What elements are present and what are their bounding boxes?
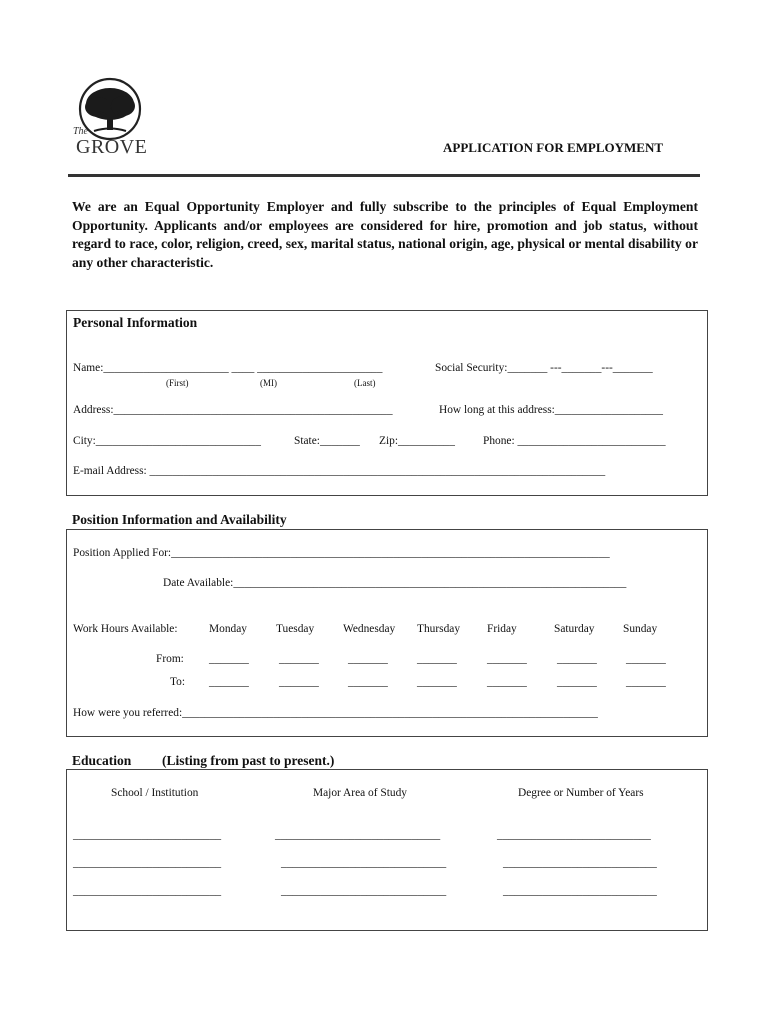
day-saturday: Saturday [554, 623, 595, 635]
email-field[interactable]: E-mail Address: ________________________________________________________________________________ [73, 465, 606, 477]
to-wednesday-field[interactable]: _______ [348, 676, 388, 688]
from-monday-field[interactable]: _______ [209, 653, 249, 665]
col-degree-header: Degree or Number of Years [518, 787, 644, 799]
zip-field[interactable]: Zip:__________ [379, 435, 455, 447]
education-section [66, 769, 708, 931]
page-title: APPLICATION FOR EMPLOYMENT [443, 140, 664, 155]
day-monday: Monday [209, 623, 247, 635]
degree-field-3[interactable]: ___________________________ [503, 885, 657, 897]
first-name-label: (First) [166, 378, 189, 388]
from-sunday-field[interactable]: _______ [626, 653, 666, 665]
to-saturday-field[interactable]: _______ [557, 676, 597, 688]
education-subheading: (Listing from past to present.) [162, 753, 335, 768]
to-label: To: [170, 676, 186, 688]
school-field-2[interactable]: __________________________ [73, 857, 222, 869]
to-monday-field[interactable]: _______ [209, 676, 249, 688]
to-tuesday-field[interactable]: _______ [279, 676, 319, 688]
position-applied-field[interactable]: Position Applied For:_____________________________________________________________________________ [73, 547, 610, 559]
how-long-field[interactable]: How long at this address:___________________ [439, 404, 664, 416]
to-sunday-field[interactable]: _______ [626, 676, 666, 688]
col-school-header: School / Institution [111, 787, 199, 799]
col-major-header: Major Area of Study [313, 787, 407, 799]
day-sunday: Sunday [623, 623, 658, 635]
school-field-3[interactable]: __________________________ [73, 885, 222, 897]
phone-field[interactable]: Phone: __________________________ [483, 435, 666, 447]
name-field[interactable]: Name:______________________ ____ ______________________ [73, 362, 383, 374]
position-info-section [66, 529, 708, 737]
personal-info-section [66, 310, 708, 496]
referred-field[interactable]: How were you referred:_________________________________________________________________________ [73, 707, 598, 719]
date-available-field[interactable]: Date Available:_____________________________________________________________________ [163, 577, 627, 589]
state-field[interactable]: State:_______ [294, 435, 360, 447]
eoe-statement: We are an Equal Opportunity Employer and fully subscribe to the principles of Equal Employment Opportunity. Applicants and/or employees are considered for hire, promotion and job status, without regard to race, color, religion, creed, sex, marital status, national origin, age, physical or mental disability or any other characteristic. [72, 199, 698, 270]
day-tuesday: Tuesday [276, 623, 315, 635]
logo-the-text: The [73, 126, 88, 137]
major-field-1[interactable]: _____________________________ [275, 829, 441, 841]
day-friday: Friday [487, 623, 517, 635]
last-name-label: (Last) [354, 378, 376, 388]
to-thursday-field[interactable]: _______ [417, 676, 457, 688]
degree-field-2[interactable]: ___________________________ [503, 857, 657, 869]
city-field[interactable]: City:_____________________________ [73, 435, 261, 447]
school-field-1[interactable]: __________________________ [73, 829, 222, 841]
day-wednesday: Wednesday [343, 623, 396, 635]
header-rule [68, 174, 700, 177]
degree-field-1[interactable]: ___________________________ [497, 829, 651, 841]
from-wednesday-field[interactable]: _______ [348, 653, 388, 665]
day-thursday: Thursday [417, 623, 461, 635]
from-friday-field[interactable]: _______ [487, 653, 527, 665]
personal-info-heading: Personal Information [73, 315, 198, 330]
ssn-field[interactable]: Social Security:_______ ---_______---_______ [435, 362, 653, 374]
from-saturday-field[interactable]: _______ [557, 653, 597, 665]
major-field-3[interactable]: _____________________________ [281, 885, 447, 897]
address-field[interactable]: Address:_________________________________________________ [73, 404, 393, 416]
education-heading: Education [72, 753, 132, 768]
from-tuesday-field[interactable]: _______ [279, 653, 319, 665]
position-info-heading: Position Information and Availability [72, 512, 287, 527]
logo-name-text: GROVE [76, 136, 148, 158]
middle-initial-label: (MI) [260, 378, 277, 388]
grove-logo [70, 76, 150, 164]
from-label: From: [156, 653, 184, 665]
work-hours-label: Work Hours Available: [73, 623, 178, 635]
from-thursday-field[interactable]: _______ [417, 653, 457, 665]
major-field-2[interactable]: _____________________________ [281, 857, 447, 869]
to-friday-field[interactable]: _______ [487, 676, 527, 688]
